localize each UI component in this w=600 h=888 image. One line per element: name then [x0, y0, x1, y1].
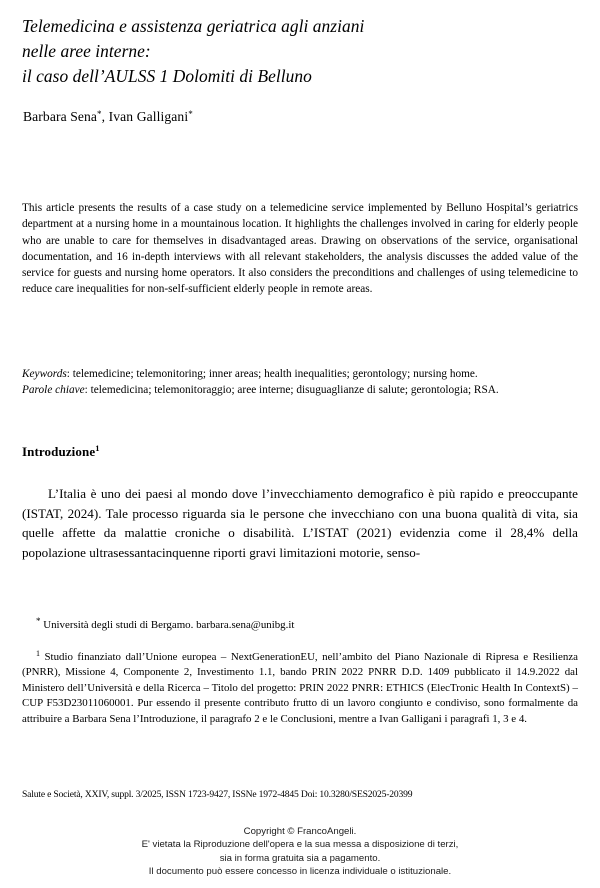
- footnote-funding-text: Studio finanziato dall’Unione europea – NextGenerationEU, nell’ambito del Piano Nazionale di Ripresa e Resilienza (PNRR), Missione 4, Componente 2, Investimento 1.1, bando PRIN 2022 PNRR D.D. 1409 pubblicato il 14.9.2022 dal Ministero dell’Università e della Ricerca – Titolo del progetto: PRIN 2022 PNRR: ETHICS (ElecTronic Health In ContextS) – CUP F53D23011060001. Pur essendo il presente contributo frutto di un lavoro congiunto e condiviso, sono formalmente da attribuire a Barbara Sena l’Introduzione, il paragrafo 2 e le Conclusioni, mentre a Ivan Galligani i paragrafi 1, 3 e 4.: [22, 650, 578, 725]
- abstract-text: This article presents the results of a case study on a telemedicine service implemented by Belluno Hospital’s geriatrics department at a nursing home in a mountainous location. It highlights the challenges involved in caring for elderly people who are unable to care for themselves in disadvantaged areas. Drawing on observations of the service, organisational documentation, and 16 in-depth interviews with all relevant stakeholders, the analysis discusses the added value of the service for guests and nursing home operators. It also considers the preconditions and challenges of using telemedicine to reduce care inequalities for non-self-sufficient elderly people in remote areas.: [22, 202, 578, 296]
- author-footnote-marker-2: *: [188, 109, 193, 119]
- footnote-affiliation-text: Università degli studi di Bergamo. barbara.sena@unibg.it: [40, 619, 295, 631]
- author-name-first: Barbara Sena: [23, 109, 98, 124]
- parole-chiave-values: : telemedicina; telemonitoraggio; aree interne; disuguaglianze di salute; gerontologia; RSA.: [84, 384, 499, 397]
- keywords-italian: [22, 382, 578, 398]
- footnote-area: [22, 618, 578, 728]
- section-footnote-marker: 1: [95, 443, 100, 453]
- title-line-3: il caso dell’AULSS 1 Dolomiti di Belluno: [22, 66, 312, 87]
- title-line-2: nelle aree interne:: [22, 41, 151, 62]
- body-paragraph: L’Italia è uno dei paesi al mondo dove l’invecchiamento demografico è più rapido e preoccupante (ISTAT, 2024). Tale processo riguarda sia le persone che invecchiano con una buona qualità di vita, sia quelle affette da malattie croniche o disabilità. L’ISTAT (2021) evidenzia come il 28,4% della popolazione ultrasessantacinquenne riporti gravi limitazioni motorie, senso-: [22, 486, 578, 560]
- section-heading-introduzione: [22, 444, 100, 460]
- author-name-second: , Ivan Galligani: [101, 109, 189, 124]
- copyright-line-1: Copyright © FrancoAngeli.: [243, 826, 357, 837]
- article-title: [22, 14, 578, 90]
- author-footnote-marker-1: *: [97, 109, 102, 119]
- footnote-marker-star: *: [36, 616, 41, 626]
- parole-chiave-label: Parole chiave: [22, 384, 85, 397]
- title-line-1: Telemedicina e assistenza geriatrica agli anziani: [22, 16, 365, 36]
- journal-citation: Salute e Società, XXIV, suppl. 3/2025, ISSN 1723-9427, ISSNe 1972-4845 Doi: 10.3280/SES2025-20399: [22, 789, 413, 800]
- keywords-values: : telemedicine; telemonitoring; inner areas; health inequalities; gerontology; nursing home.: [66, 368, 478, 380]
- footnote-funding: [22, 650, 578, 728]
- footnote-author-affiliation: [22, 618, 578, 634]
- keywords-label: Keywords: [22, 368, 67, 380]
- copyright-line-4: Il documento può essere concesso in licenza individuale o istituzionale.: [148, 866, 452, 878]
- copyright-line-2: E' vietata la Riproduzione dell'opera e la sua messa a disposizione di terzi,: [141, 839, 459, 851]
- section-heading-text: Introduzione: [22, 444, 96, 459]
- footnote-marker-one: 1: [36, 648, 40, 658]
- copyright-line-3: sia in forma gratuita sia a pagamento.: [219, 852, 381, 864]
- author-byline: [23, 108, 193, 126]
- keywords-english: [22, 366, 578, 382]
- keywords-block: [22, 366, 578, 399]
- copyright-footer: [0, 825, 600, 879]
